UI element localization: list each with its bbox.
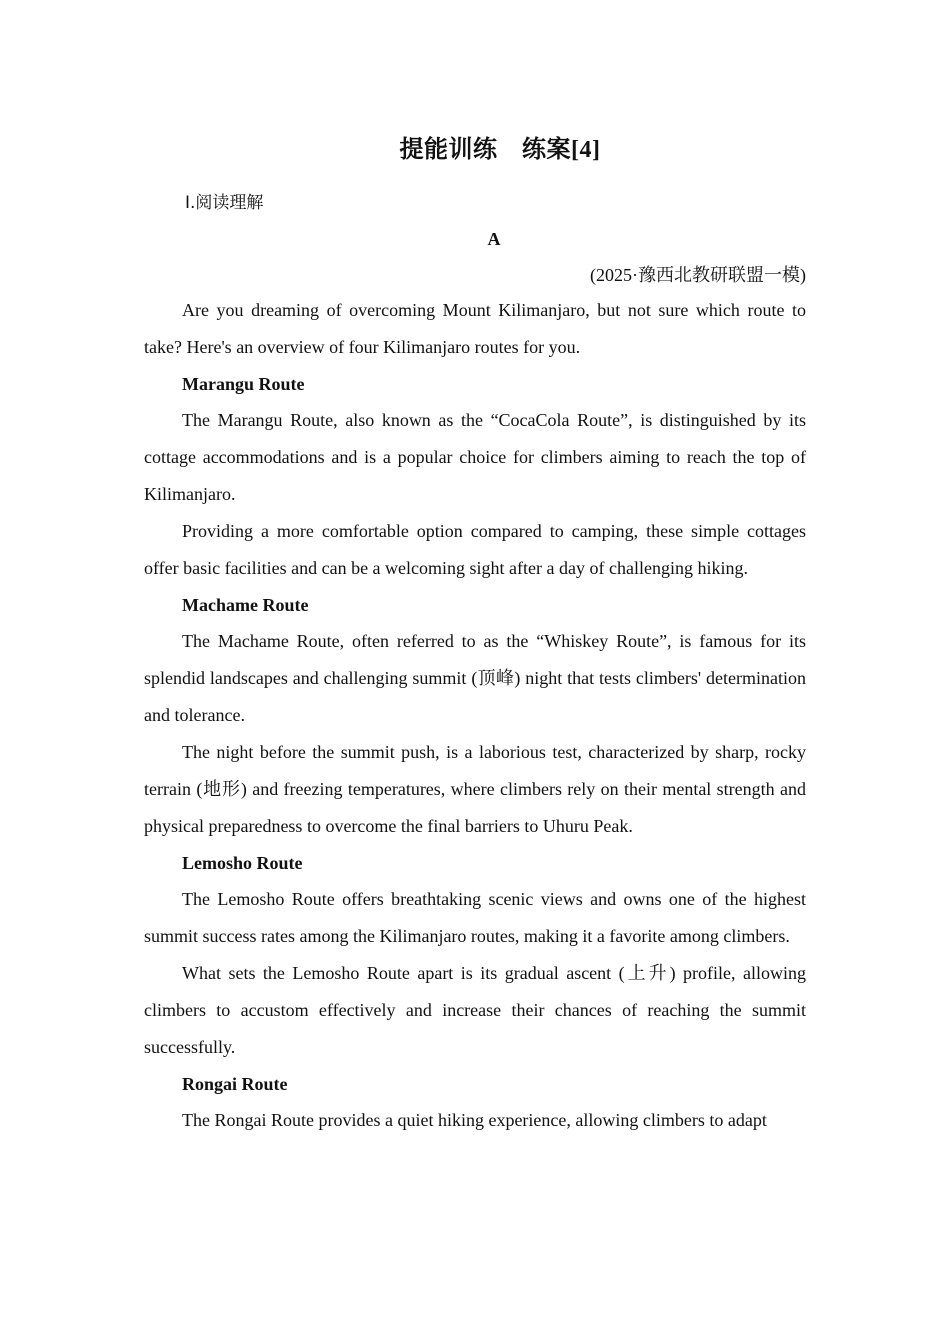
route-heading-rongai: Rongai Route <box>182 1074 288 1094</box>
section-label: Ⅰ.阅读理解 <box>185 193 264 213</box>
paragraph: The Rongai Route provides a quiet hiking experience, allowing climbers to adapt <box>182 1110 767 1130</box>
page-title: 提能训练 练案[4] <box>399 137 601 163</box>
source-citation: (2025·豫西北教研联盟一模) <box>590 265 806 285</box>
route-heading-marangu: Marangu Route <box>182 374 305 394</box>
paragraph: The Machame Route, often referred to as the “Whiskey Route”, is famous for its splendid landscapes and challenging summit (顶峰) night that tests climbers' determination and tolerance. <box>144 631 806 725</box>
passage-letter: A <box>487 229 501 249</box>
paragraph: Providing a more comfortable option compared to camping, these simple cottages offer basic facilities and can be a welcoming sight after a day of challenging hiking. <box>144 521 806 578</box>
passage-body <box>144 292 806 1139</box>
route-heading-machame: Machame Route <box>182 595 309 615</box>
intro-paragraph: Are you dreaming of overcoming Mount Kilimanjaro, but not sure which route to take? Here's an overview of four Kilimanjaro routes for you. <box>144 300 806 357</box>
paragraph: What sets the Lemosho Route apart is its gradual ascent (上升) profile, allowing climbers to accustom effectively and increase their chances of reaching the summit successfully. <box>144 963 806 1057</box>
paragraph: The Lemosho Route offers breathtaking scenic views and owns one of the highest summit success rates among the Kilimanjaro routes, making it a favorite among climbers. <box>144 889 806 946</box>
route-heading-lemosho: Lemosho Route <box>182 853 303 873</box>
paragraph: The Marangu Route, also known as the “CocaCola Route”, is distinguished by its cottage accommodations and is a popular choice for climbers aiming to reach the top of Kilimanjaro. <box>144 410 806 504</box>
paragraph: The night before the summit push, is a laborious test, characterized by sharp, rocky terrain (地形) and freezing temperatures, where climbers rely on their mental strength and physical preparedness to overcome the final barriers to Uhuru Peak. <box>144 742 806 836</box>
